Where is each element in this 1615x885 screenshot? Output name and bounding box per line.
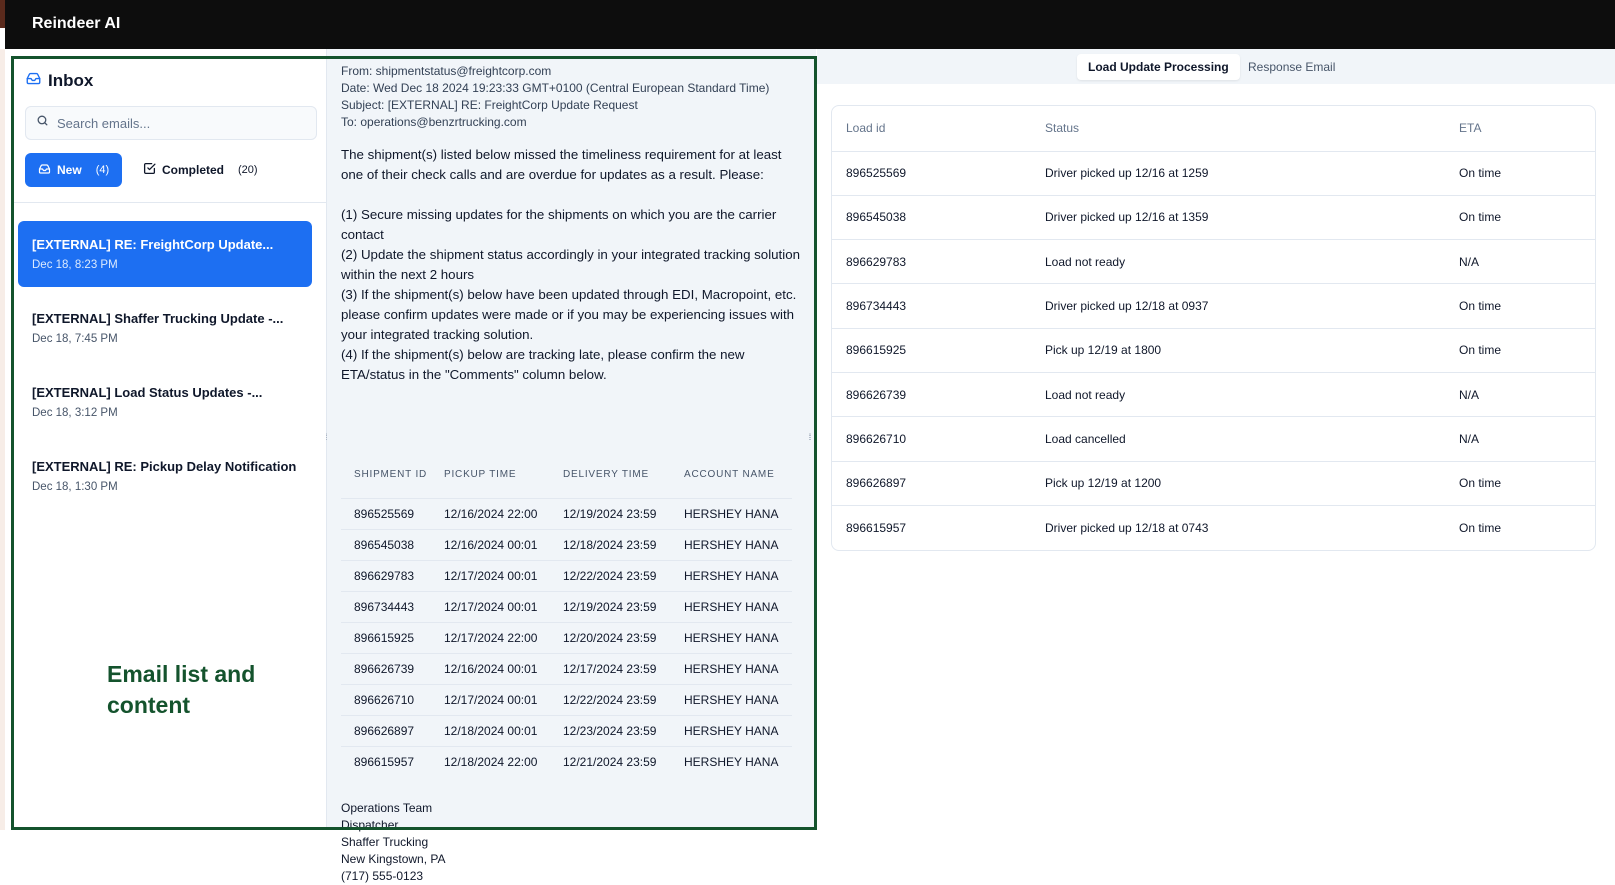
annotation-label <box>107 659 255 721</box>
table-cell: 896615957 <box>341 746 431 777</box>
table-cell: Driver picked up 12/18 at 0743 <box>1031 505 1445 549</box>
email-item[interactable] <box>18 295 312 361</box>
table-row <box>341 622 792 653</box>
table-cell: 12/16/2024 22:00 <box>431 498 550 529</box>
table-row <box>832 195 1595 239</box>
table-cell: 12/17/2024 23:59 <box>550 653 671 684</box>
email-subject: [EXTERNAL] Load Status Updates -... <box>32 385 263 400</box>
left-edge <box>0 49 5 830</box>
inbox-title: Inbox <box>48 71 94 90</box>
table-cell: 896629783 <box>832 240 1031 284</box>
table-cell: 896629783 <box>341 560 431 591</box>
table-cell: 12/18/2024 22:00 <box>431 746 550 777</box>
email-item[interactable] <box>18 221 312 287</box>
table-row <box>341 684 792 715</box>
table-row <box>341 653 792 684</box>
table-cell: Pick up 12/19 at 1200 <box>1031 461 1445 505</box>
table-cell: 896734443 <box>341 591 431 622</box>
search-box[interactable] <box>25 106 317 140</box>
table-cell: On time <box>1445 328 1595 372</box>
table-cell: HERSHEY HANA <box>671 684 792 715</box>
email-intro: The shipment(s) listed below missed the timeliness requirement for at least one of their check calls and are overdue for updates as a result. Please: <box>341 147 782 182</box>
email-sidebar <box>12 49 327 830</box>
signature-line: Operations Team <box>341 801 433 815</box>
email-date: Dec 18, 7:45 PM <box>32 333 118 345</box>
table-cell: 896525569 <box>832 151 1031 195</box>
table-row <box>341 591 792 622</box>
resize-handle[interactable]: ⁞ <box>808 432 812 442</box>
table-cell: 896545038 <box>832 195 1031 239</box>
table-cell: HERSHEY HANA <box>671 653 792 684</box>
email-signature <box>341 800 446 885</box>
table-cell: 12/19/2024 23:59 <box>550 591 671 622</box>
email-subject: [EXTERNAL] RE: FreightCorp Update... <box>32 237 274 252</box>
table-row <box>341 746 792 777</box>
table-cell: On time <box>1445 461 1595 505</box>
table-row <box>832 505 1595 549</box>
table-cell: 12/17/2024 22:00 <box>431 622 550 653</box>
table-cell: 896626739 <box>832 372 1031 416</box>
email-step: (4) If the shipment(s) below are tracking late, please confirm the new ETA/status in the "Comments" column below. <box>341 347 745 382</box>
window-corner <box>0 0 5 28</box>
email-date: Dec 18, 8:23 PM <box>32 259 118 271</box>
signature-line: Dispatcher <box>341 818 399 832</box>
table-cell: 12/22/2024 23:59 <box>550 560 671 591</box>
column-header: SHIPMENT ID <box>354 469 428 481</box>
email-body <box>341 145 801 385</box>
email-headers <box>341 63 769 131</box>
email-date: Date: Wed Dec 18 2024 19:23:33 GMT+0100 (Central European Standard Time) <box>341 81 770 95</box>
email-item[interactable] <box>18 443 312 509</box>
email-subject: Subject: [EXTERNAL] RE: FreightCorp Update Request <box>341 98 638 112</box>
table-cell: 896545038 <box>341 529 431 560</box>
tab-new-label: New <box>57 163 82 177</box>
tab-completed[interactable] <box>132 153 267 187</box>
annotation-line: content <box>107 692 191 718</box>
app-title: Reindeer AI <box>32 15 121 32</box>
column-header: Status <box>1045 121 1080 136</box>
table-cell: 896615957 <box>832 505 1031 549</box>
email-list <box>18 221 312 517</box>
table-cell: HERSHEY HANA <box>671 746 792 777</box>
table-cell: On time <box>1445 284 1595 328</box>
table-cell: 12/23/2024 23:59 <box>550 715 671 746</box>
inbox-icon <box>25 71 42 91</box>
email-subject: [EXTERNAL] Shaffer Trucking Update -... <box>32 311 284 326</box>
table-cell: 896626710 <box>832 417 1031 461</box>
column-header: ETA <box>1459 121 1482 136</box>
table-cell: 896626739 <box>341 653 431 684</box>
table-cell: 12/17/2024 00:01 <box>431 684 550 715</box>
table-header-row <box>341 452 792 498</box>
table-cell: 12/16/2024 00:01 <box>431 653 550 684</box>
table-cell: 12/16/2024 00:01 <box>431 529 550 560</box>
signature-line: New Kingstown, PA <box>341 852 446 866</box>
check-square-icon <box>143 162 156 178</box>
top-bar <box>5 0 1615 49</box>
table-cell: Driver picked up 12/18 at 0937 <box>1031 284 1445 328</box>
table-cell: 12/18/2024 23:59 <box>550 529 671 560</box>
table-cell: 12/22/2024 23:59 <box>550 684 671 715</box>
table-cell: 896615925 <box>341 622 431 653</box>
table-row <box>832 417 1595 461</box>
email-to: To: operations@benzrtrucking.com <box>341 115 527 129</box>
divider <box>12 202 327 203</box>
table-cell: 896615925 <box>832 328 1031 372</box>
email-subject: [EXTERNAL] RE: Pickup Delay Notification <box>32 459 297 474</box>
email-step: (1) Secure missing updates for the shipments on which you are the carrier contact <box>341 207 777 242</box>
signature-line: Shaffer Trucking <box>341 835 429 849</box>
search-icon <box>36 114 49 132</box>
tab-response-email[interactable]: Response Email <box>1248 60 1336 74</box>
email-content <box>327 49 816 883</box>
tab-new-count: (4) <box>95 164 110 176</box>
table-row <box>341 529 792 560</box>
table-cell: On time <box>1445 505 1595 549</box>
email-item[interactable] <box>18 369 312 435</box>
shipment-table <box>341 452 792 777</box>
table-cell: 896734443 <box>832 284 1031 328</box>
table-cell: On time <box>1445 195 1595 239</box>
column-header: PICKUP TIME <box>444 469 517 481</box>
table-cell: HERSHEY HANA <box>671 529 792 560</box>
table-row <box>832 151 1595 195</box>
email-date: Dec 18, 1:30 PM <box>32 481 118 493</box>
table-cell: N/A <box>1445 417 1595 461</box>
inbox-icon <box>38 163 51 178</box>
table-cell: Driver picked up 12/16 at 1259 <box>1031 151 1445 195</box>
table-cell: 12/19/2024 23:59 <box>550 498 671 529</box>
table-cell: 12/20/2024 23:59 <box>550 622 671 653</box>
table-cell: N/A <box>1445 372 1595 416</box>
tab-completed-label: Completed <box>162 163 225 177</box>
table-cell: 896626897 <box>832 461 1031 505</box>
table-row <box>832 461 1595 505</box>
table-cell: Pick up 12/19 at 1800 <box>1031 328 1445 372</box>
table-cell: 12/17/2024 00:01 <box>431 560 550 591</box>
table-row <box>341 715 792 746</box>
table-cell: 12/21/2024 23:59 <box>550 746 671 777</box>
table-cell: Load cancelled <box>1031 417 1445 461</box>
table-cell: HERSHEY HANA <box>671 498 792 529</box>
column-header: ACCOUNT NAME <box>684 469 775 481</box>
table-row <box>832 284 1595 328</box>
table-cell: 896525569 <box>341 498 431 529</box>
table-cell: N/A <box>1445 240 1595 284</box>
annotation-line: Email list and <box>107 661 256 687</box>
table-cell: Load not ready <box>1031 372 1445 416</box>
load-table <box>832 106 1595 550</box>
table-cell: Driver picked up 12/16 at 1359 <box>1031 195 1445 239</box>
table-row <box>832 240 1595 284</box>
table-cell: 12/18/2024 00:01 <box>431 715 550 746</box>
load-table-card <box>831 105 1596 551</box>
table-row <box>832 328 1595 372</box>
tab-new[interactable] <box>25 153 122 187</box>
table-cell: HERSHEY HANA <box>671 622 792 653</box>
signature-line: (717) 555-0123 <box>341 869 424 883</box>
table-row <box>341 560 792 591</box>
table-row <box>832 372 1595 416</box>
email-step: (2) Update the shipment status accordingly in your integrated tracking solution within the next 2 hours <box>341 247 800 282</box>
email-step: (3) If the shipment(s) below have been updated through EDI, Macropoint, etc. please confirm updates were made or if you may be experiencing issues with your integrated tracking solution. <box>341 287 797 342</box>
email-from: From: shipmentstatus@freightcorp.com <box>341 64 552 78</box>
column-header: DELIVERY TIME <box>563 469 649 481</box>
column-header: Load id <box>846 121 886 136</box>
search-input[interactable] <box>57 116 297 131</box>
table-header-row <box>832 106 1595 151</box>
table-cell: 12/17/2024 00:01 <box>431 591 550 622</box>
table-cell: HERSHEY HANA <box>671 591 792 622</box>
email-date: Dec 18, 3:12 PM <box>32 407 118 419</box>
tab-completed-count: (20) <box>238 164 258 176</box>
table-cell: On time <box>1445 151 1595 195</box>
table-cell: HERSHEY HANA <box>671 560 792 591</box>
inbox-header <box>25 71 93 91</box>
table-cell: HERSHEY HANA <box>671 715 792 746</box>
processing-panel <box>817 49 1615 830</box>
panel-tabs <box>817 49 1615 84</box>
table-cell: Load not ready <box>1031 240 1445 284</box>
tab-load-update-processing[interactable]: Load Update Processing <box>1077 54 1240 80</box>
table-cell: 896626710 <box>341 684 431 715</box>
table-row <box>341 498 792 529</box>
table-cell: 896626897 <box>341 715 431 746</box>
